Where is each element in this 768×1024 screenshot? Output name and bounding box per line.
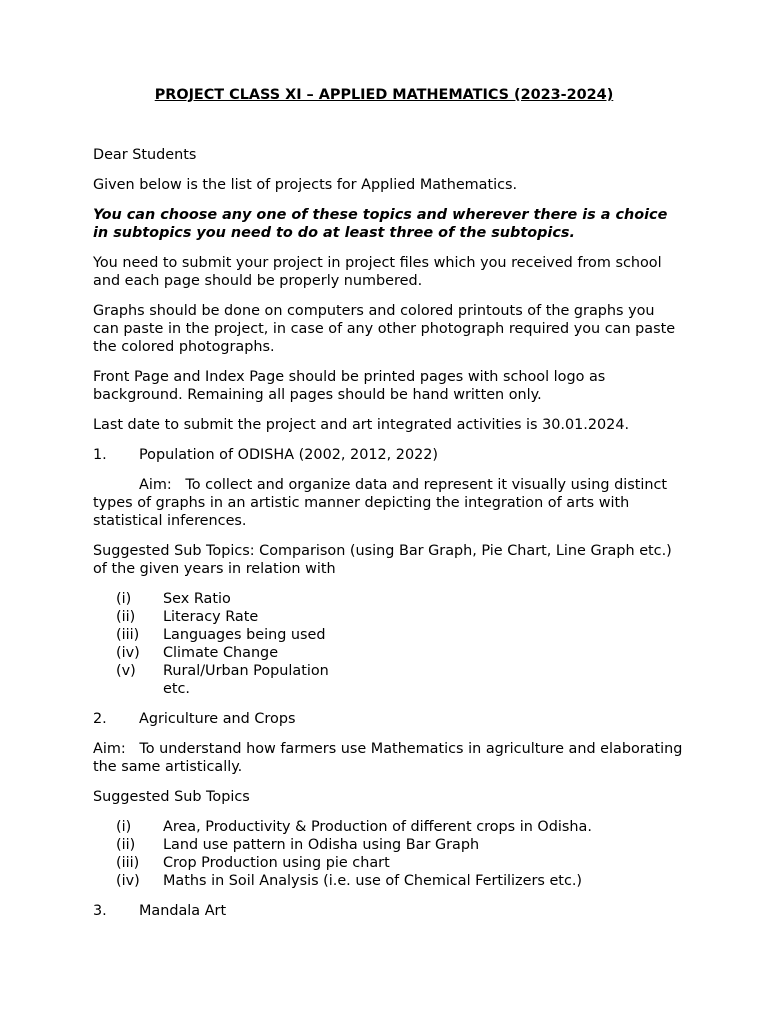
list-item-text: Rural/Urban Population xyxy=(163,663,329,679)
project-title: Agriculture and Crops xyxy=(139,711,296,727)
list-item-text: Area, Productivity & Production of different crops in Odisha. xyxy=(163,819,592,835)
list-item-text: Languages being used xyxy=(163,627,326,643)
list-item-text: Land use pattern in Odisha using Bar Graph xyxy=(163,837,480,853)
list-item xyxy=(116,644,683,662)
list-tail: etc. xyxy=(163,681,190,697)
project-heading xyxy=(93,902,683,920)
project-number: 3. xyxy=(93,903,107,919)
list-item xyxy=(116,854,683,872)
intro-paragraph: Given below is the list of projects for Applied Mathematics. xyxy=(93,177,518,193)
instruction-paragraph: Front Page and Index Page should be printed pages with school logo as background. Remaining all pages should be hand written only. xyxy=(93,369,606,403)
document-body xyxy=(93,86,683,932)
document-title: PROJECT CLASS XI – APPLIED MATHEMATICS (2023-2024) xyxy=(154,87,614,103)
instruction-paragraph: Graphs should be done on computers and colored printouts of the graphs you can paste in the project, in case of any other photograph required you can paste the colored photographs. xyxy=(93,303,676,355)
subtopic-list xyxy=(93,590,683,698)
list-item-text: Literacy Rate xyxy=(163,609,259,625)
list-item-number: (ii) xyxy=(116,609,136,625)
subtopic-list xyxy=(93,818,683,890)
list-item-text: Maths in Soil Analysis (i.e. use of Chemical Fertilizers etc.) xyxy=(163,873,583,889)
choice-note: You can choose any one of these topics and wherever there is a choice in subtopics you need to do at least three of the subtopics. xyxy=(93,207,668,241)
project-title: Mandala Art xyxy=(139,903,227,919)
project-aim: Aim: To collect and organize data and represent it visually using distinct types of graphs in an artistic manner depicting the integration of arts with statistical inferences. xyxy=(93,477,668,529)
list-item-text: Climate Change xyxy=(163,645,279,661)
project-heading xyxy=(93,446,683,464)
list-item-number: (v) xyxy=(116,663,136,679)
list-item-number: (i) xyxy=(116,591,132,607)
greeting: Dear Students xyxy=(93,147,197,163)
list-item xyxy=(116,818,683,836)
subtopics-heading: Suggested Sub Topics: Comparison (using Bar Graph, Pie Chart, Line Graph etc.) of the given years in relation with xyxy=(93,543,672,577)
list-item xyxy=(116,872,683,890)
list-item xyxy=(116,608,683,626)
list-item-number: (iv) xyxy=(116,873,140,889)
list-item xyxy=(116,836,683,854)
list-item-number: (i) xyxy=(116,819,132,835)
subtopics-heading: Suggested Sub Topics xyxy=(93,789,250,805)
list-item-number: (iii) xyxy=(116,855,140,871)
project-number: 1. xyxy=(93,447,107,463)
project-number: 2. xyxy=(93,711,107,727)
instruction-paragraph: You need to submit your project in project files which you received from school and each page should be properly numbered. xyxy=(93,255,662,289)
list-item xyxy=(116,626,683,644)
project-title: Population of ODISHA (2002, 2012, 2022) xyxy=(139,447,439,463)
list-item xyxy=(116,590,683,608)
project-heading xyxy=(93,710,683,728)
list-item-text: Sex Ratio xyxy=(163,591,231,607)
list-item-number: (ii) xyxy=(116,837,136,853)
list-item-text: Crop Production using pie chart xyxy=(163,855,390,871)
list-item-number: (iii) xyxy=(116,627,140,643)
project-aim: Aim: To understand how farmers use Mathematics in agriculture and elaborating the same artistically. xyxy=(93,741,683,775)
instruction-paragraph: Last date to submit the project and art integrated activities is 30.01.2024. xyxy=(93,417,630,433)
list-item-number: (iv) xyxy=(116,645,140,661)
list-item xyxy=(116,662,683,680)
